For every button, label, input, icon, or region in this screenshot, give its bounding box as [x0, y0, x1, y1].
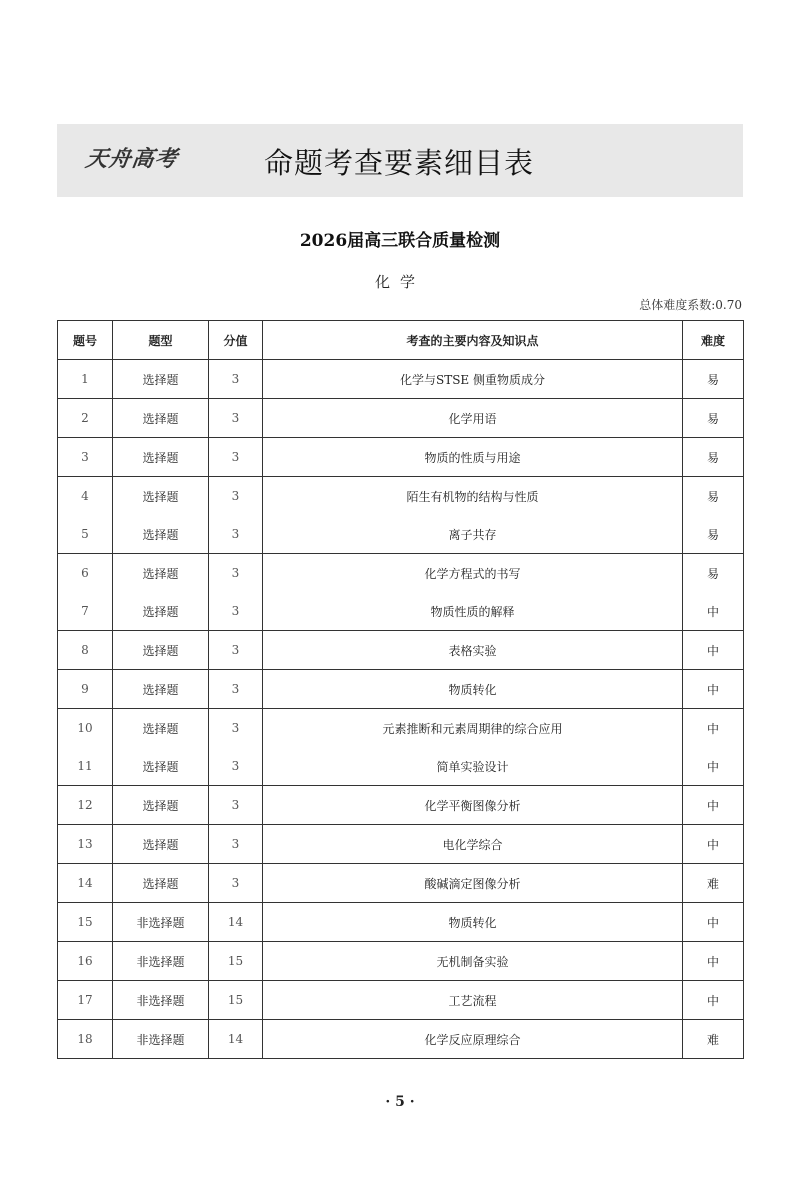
cell-number: 9: [58, 670, 113, 709]
cell-difficulty: 易: [683, 360, 744, 399]
table-row: [58, 747, 744, 786]
cell-number: 12: [58, 786, 113, 825]
table-row: [58, 515, 744, 554]
cell-type: 选择题: [113, 631, 209, 670]
cell-content: 简单实验设计: [263, 747, 683, 786]
cell-score: 3: [209, 747, 263, 786]
cell-type: 选择题: [113, 709, 209, 748]
cell-type: 非选择题: [113, 1020, 209, 1059]
cell-content: 离子共存: [263, 515, 683, 554]
cell-type: 选择题: [113, 786, 209, 825]
cell-difficulty: 易: [683, 515, 744, 554]
cell-number: 17: [58, 981, 113, 1020]
cell-type: 选择题: [113, 670, 209, 709]
table-row: [58, 825, 744, 864]
cell-type: 选择题: [113, 477, 209, 516]
cell-type: 选择题: [113, 747, 209, 786]
cell-content: 酸碱滴定图像分析: [263, 864, 683, 903]
cell-content: 化学用语: [263, 399, 683, 438]
table-row: [58, 981, 744, 1020]
cell-content: 物质的性质与用途: [263, 438, 683, 477]
column-header-number: 题号: [58, 321, 113, 360]
cell-number: 5: [58, 515, 113, 554]
cell-number: 4: [58, 477, 113, 516]
cell-score: 14: [209, 1020, 263, 1059]
cell-type: 选择题: [113, 399, 209, 438]
column-header-score: 分值: [209, 321, 263, 360]
cell-score: 3: [209, 709, 263, 748]
cell-type: 非选择题: [113, 903, 209, 942]
cell-type: 选择题: [113, 864, 209, 903]
cell-type: 选择题: [113, 438, 209, 477]
cell-score: 3: [209, 786, 263, 825]
cell-score: 3: [209, 477, 263, 516]
cell-difficulty: 中: [683, 747, 744, 786]
column-header-difficulty: 难度: [683, 321, 744, 360]
cell-score: 3: [209, 825, 263, 864]
cell-content: 电化学综合: [263, 825, 683, 864]
cell-score: 3: [209, 438, 263, 477]
cell-number: 18: [58, 1020, 113, 1059]
cell-score: 3: [209, 399, 263, 438]
page-number: · 5 ·: [385, 1094, 415, 1110]
cell-number: 8: [58, 631, 113, 670]
cell-score: 3: [209, 592, 263, 631]
cell-number: 16: [58, 942, 113, 981]
cell-content: 化学与STSE 侧重物质成分: [263, 360, 683, 399]
cell-difficulty: 中: [683, 825, 744, 864]
cell-score: 3: [209, 515, 263, 554]
cell-difficulty: 中: [683, 942, 744, 981]
cell-difficulty: 易: [683, 554, 744, 593]
table-body: [58, 360, 744, 1059]
table-row: [58, 631, 744, 670]
cell-content: 化学反应原理综合: [263, 1020, 683, 1059]
cell-difficulty: 易: [683, 477, 744, 516]
cell-score: 3: [209, 554, 263, 593]
cell-content: 化学方程式的书写: [263, 554, 683, 593]
cell-content: 无机制备实验: [263, 942, 683, 981]
table-row: [58, 477, 744, 516]
table-row: [58, 554, 744, 593]
cell-number: 10: [58, 709, 113, 748]
cell-score: 14: [209, 903, 263, 942]
table-row: [58, 438, 744, 477]
cell-type: 选择题: [113, 592, 209, 631]
cell-type: 选择题: [113, 360, 209, 399]
logo: 天舟高考: [83, 147, 180, 172]
cell-type: 选择题: [113, 825, 209, 864]
cell-difficulty: 中: [683, 592, 744, 631]
table-row: [58, 903, 744, 942]
specification-table: [57, 320, 744, 1059]
table-row: [58, 670, 744, 709]
table-row: [58, 399, 744, 438]
cell-difficulty: 中: [683, 786, 744, 825]
cell-number: 15: [58, 903, 113, 942]
cell-number: 6: [58, 554, 113, 593]
cell-score: 3: [209, 631, 263, 670]
overall-difficulty: 总体难度系数:0.70: [639, 298, 742, 312]
table-row: [58, 360, 744, 399]
cell-score: 3: [209, 864, 263, 903]
table-row: [58, 786, 744, 825]
cell-content: 物质性质的解释: [263, 592, 683, 631]
cell-score: 3: [209, 360, 263, 399]
cell-content: 陌生有机物的结构与性质: [263, 477, 683, 516]
table-row: [58, 592, 744, 631]
cell-content: 表格实验: [263, 631, 683, 670]
column-header-type: 题型: [113, 321, 209, 360]
cell-difficulty: 中: [683, 670, 744, 709]
cell-content: 化学平衡图像分析: [263, 786, 683, 825]
cell-difficulty: 中: [683, 981, 744, 1020]
page-title: 命题考查要素细目表: [264, 146, 535, 180]
cell-difficulty: 难: [683, 1020, 744, 1059]
cell-difficulty: 易: [683, 438, 744, 477]
cell-type: 非选择题: [113, 981, 209, 1020]
cell-score: 3: [209, 670, 263, 709]
cell-content: 工艺流程: [263, 981, 683, 1020]
cell-number: 2: [58, 399, 113, 438]
cell-difficulty: 易: [683, 399, 744, 438]
cell-number: 7: [58, 592, 113, 631]
subject-label: 化学: [374, 273, 425, 291]
cell-number: 11: [58, 747, 113, 786]
cell-number: 3: [58, 438, 113, 477]
cell-content: 物质转化: [263, 670, 683, 709]
cell-type: 选择题: [113, 515, 209, 554]
cell-difficulty: 中: [683, 709, 744, 748]
exam-subtitle: 2026届高三联合质量检测: [299, 231, 501, 251]
column-header-content: 考查的主要内容及知识点: [263, 321, 683, 360]
cell-type: 非选择题: [113, 942, 209, 981]
cell-number: 1: [58, 360, 113, 399]
table-row: [58, 1020, 744, 1059]
table-header-row: [58, 321, 744, 360]
table-row: [58, 709, 744, 748]
cell-content: 元素推断和元素周期律的综合应用: [263, 709, 683, 748]
table-row: [58, 864, 744, 903]
cell-type: 选择题: [113, 554, 209, 593]
cell-score: 15: [209, 942, 263, 981]
cell-number: 13: [58, 825, 113, 864]
cell-content: 物质转化: [263, 903, 683, 942]
cell-difficulty: 中: [683, 631, 744, 670]
cell-difficulty: 难: [683, 864, 744, 903]
cell-difficulty: 中: [683, 903, 744, 942]
cell-number: 14: [58, 864, 113, 903]
table-row: [58, 942, 744, 981]
cell-score: 15: [209, 981, 263, 1020]
